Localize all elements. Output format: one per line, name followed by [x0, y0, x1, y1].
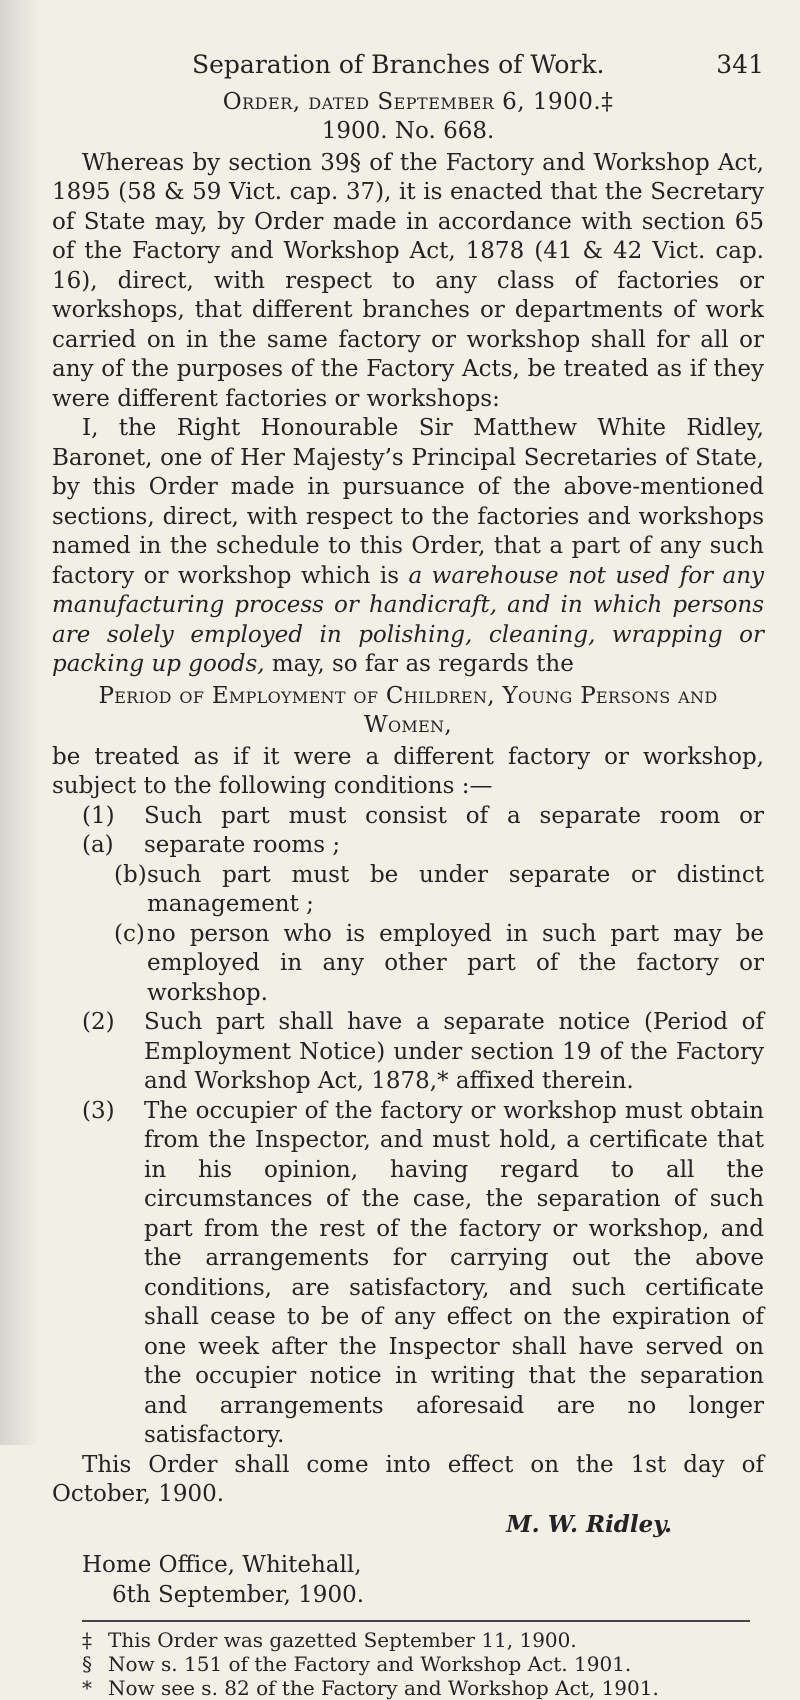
footnote-mark: ‡	[82, 1628, 92, 1652]
order-number: 1900. No. 668.	[321, 118, 495, 144]
order-title: Order, dated September 6, 1900.‡	[222, 88, 614, 115]
issue-date: 6th September, 1900.	[112, 1581, 365, 1608]
running-title: Separation of Branches of Work.	[192, 50, 605, 79]
footnote-text: This Order was gazetted September 11, 1900.	[108, 1628, 577, 1652]
clause-2	[82, 1008, 764, 1097]
footnote	[82, 1628, 764, 1652]
direction-text-start: I, the Right Honourable Sir Matthew White Ridley, Baronet, one of Her Majesty’s Principal Secretaries of State, by this Order made in pursuance of the above-mentioned sections, direct, with respect to the factories and workshops named in the schedule to this Order, that a part of any such factory or workshop which is	[52, 415, 764, 589]
conditions-intro: be treated as if it were a different factory or workshop, subject to the following conditions :—	[52, 743, 764, 799]
direction-text-end: may, so far as regards the	[264, 651, 574, 677]
clause-1b-text: such part must be under separate or distinct management ;	[147, 861, 764, 917]
footnote-divider	[82, 1620, 750, 1622]
footnote-mark: §	[82, 1652, 92, 1676]
clause-1b	[114, 861, 764, 920]
footnote	[82, 1652, 764, 1676]
footnotes	[82, 1628, 764, 1700]
direction-text-italic: a warehouse not used for any manufacturing process or handicraft, and in which persons are solely employed in polishing, cleaning, wrapping or packing up goods,	[52, 562, 764, 677]
clause-3-number: (3)	[82, 1097, 115, 1124]
footnote-mark: *	[82, 1676, 92, 1700]
clause-1a-text: Such part must consist of a separate room or separate rooms ;	[144, 802, 764, 858]
page-number: 341	[716, 50, 764, 79]
period-heading: Period of Employment of Children, Young Persons and Women,	[98, 682, 718, 738]
commencement-paragraph: This Order shall come into effect on the 1st day of October, 1900.	[52, 1451, 764, 1507]
clause-1c-label: (c)	[114, 920, 145, 947]
issuing-office: Home Office, Whitehall,	[82, 1552, 362, 1578]
signature: M. W. Ridley.	[506, 1510, 672, 1538]
clause-1c	[114, 920, 764, 1009]
page-header	[192, 50, 764, 80]
clause-2-text: Such part shall have a separate notice (Period of Employment Notice) under section 19 of the Factory and Workshop Act, 1878,* affixed therein.	[144, 1009, 764, 1094]
direction-paragraph	[52, 414, 764, 680]
clause-2-number: (2)	[82, 1009, 115, 1035]
footnote-text: Now s. 151 of the Factory and Workshop Act. 1901.	[108, 1652, 632, 1676]
clause-1b-label: (b)	[114, 861, 147, 888]
clause-1-number: (1) (a)	[82, 802, 115, 858]
footnote-text: Now see s. 82 of the Factory and Workshop Act, 1901.	[108, 1676, 659, 1700]
preamble-paragraph: Whereas by section 39§ of the Factory and Workshop Act, 1895 (58 & 59 Vict. cap. 37), it is enacted that the Secretary of State may, by Order made in accordance with section 65 of the Factory and Workshop Act, 1878 (41 & 42 Vict. cap. 16), direct, with respect to any class of factories or workshops, that different branches or departments of work carried on in the same factory or workshop shall for all or any of the purposes of the Factory Acts, be treated as if they were different factories or workshops:	[52, 149, 764, 412]
clause-3-text: The occupier of the factory or workshop must obtain from the Inspector, and must hold, a certificate that in his opinion, having regard to all the circumstances of the case, the separation of such part from the rest of the factory or workshop, and the arrangements for carrying out the above conditions, are satisfactory, and such certificate shall cease to be of any effect on the expiration of one week after the Inspector shall have served on the occupier notice in writing that the separation and arrangements aforesaid are no longer satisfactory.	[144, 1097, 764, 1448]
clause-1c-text: no person who is employed in such part may be employed in any other part of the factory or workshop.	[147, 920, 764, 1006]
clause-3	[82, 1097, 764, 1451]
clause-1a	[82, 802, 764, 861]
footnote	[82, 1676, 764, 1700]
